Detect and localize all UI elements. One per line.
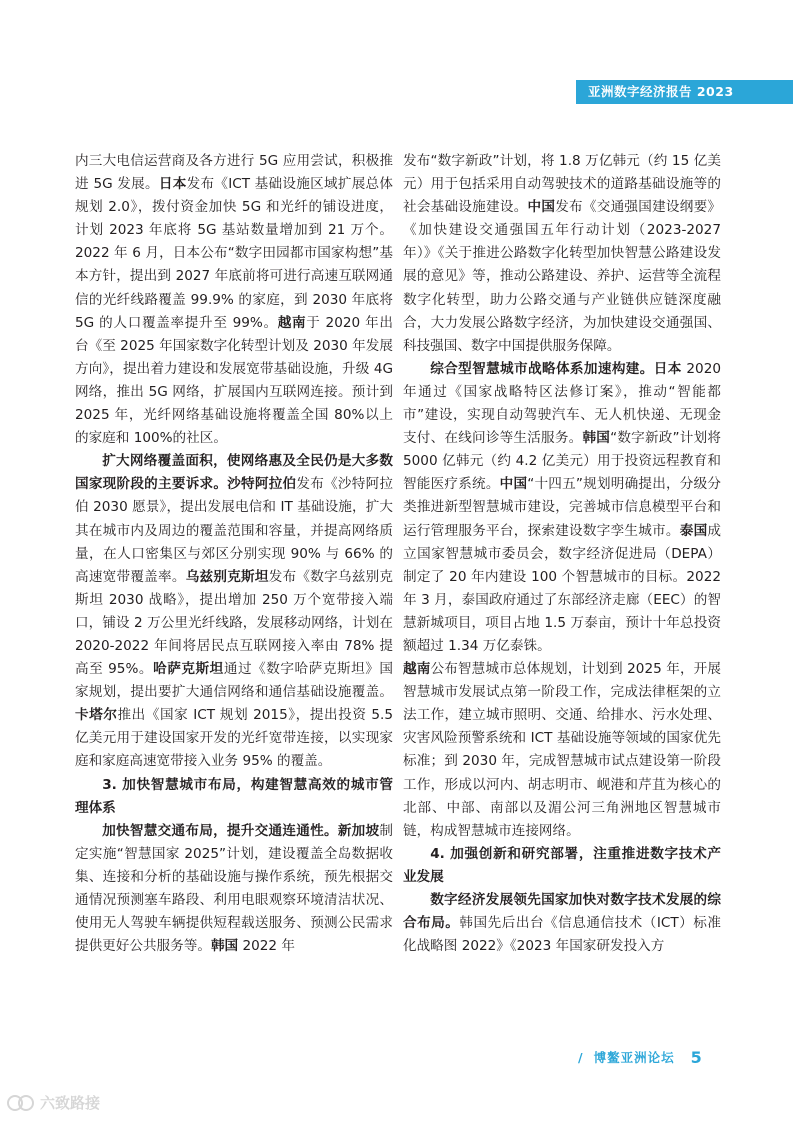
body-text: “数字新政”计划将 5000 亿韩元（约 4.2 亿美元）用于投资远程教育和智能医疗系统。 bbox=[403, 430, 722, 493]
watermark-text: 六致路接 bbox=[40, 1094, 101, 1112]
body-text: 内三大电信运营商及各方进行 5G 应用尝试，积极推进 5G 发展。 bbox=[75, 153, 393, 193]
emphasis-text: 日本 bbox=[158, 176, 187, 193]
emphasis-text: 韩国 bbox=[210, 938, 239, 955]
emphasis-text: 卡塔尔 bbox=[75, 707, 118, 724]
body-text: 发布《数字乌兹别克斯坦 2030 战略》，提出增加 250 万个宽带接入端口，铺设 2 万公里光纤线路，发展移动网络，计划在 2020-2022 年间将居民点互联网接入率由 78% 提高至 95%。 bbox=[75, 568, 394, 678]
body-text: 制定实施“智慧国家 2025”计划，建设覆盖全岛数据收集、连接和分析的基础设施与操作系统，预先根据交通情况预测塞车路段、利用电眼观察环境清洁状况、使用无人驾驶车辆提供短程载送服务、预测公民需求提供更好公共服务等。 bbox=[75, 822, 393, 955]
page-footer bbox=[578, 1046, 702, 1068]
watermark-logo-icon bbox=[6, 1094, 36, 1112]
left-column bbox=[75, 150, 393, 958]
emphasis-text: 加快智慧交通布局，提升交通连通性。新加坡 bbox=[102, 822, 380, 839]
body-text: 于 2020 年出台《至 2025 年国家数字化转型计划及 2030 年发展方向》，提出着力建设和发展宽带基础设施，升级 4G 网络，推出 5G 网络，扩展国内互联网连接。预计到 2025 年，光纤网络基础设施将覆盖全国 80%以上的家庭和 100%的社区。 bbox=[75, 314, 393, 447]
body-text: 发布《沙特阿拉伯 2030 愿景》，提出发展电信和 IT 基础设施，扩大其在城市内及周边的覆盖范围和容量，并提高网络质量，在人口密集区与郊区分别实现 90% 与 66% 的高速宽带覆盖率。 bbox=[75, 476, 394, 585]
emphasis-text: 越南 bbox=[403, 661, 431, 678]
emphasis-text: 数字经济发展领先国家加快对数字技术发展的综合布局。 bbox=[403, 892, 721, 932]
paragraph bbox=[75, 150, 393, 450]
body-text: 2020 年通过《国家战略特区法修订案》，推动“智能都市”建设，实现自动驾驶汽车、无人机快递、无现金支付、在线问诊等生活服务。 bbox=[403, 360, 721, 447]
emphasis-text: 扩大网络覆盖面积，使网络惠及全民仍是大多数国家现阶段的主要诉求。沙特阿拉伯 bbox=[75, 453, 393, 493]
paragraph bbox=[75, 820, 393, 959]
section-heading: 4. 加强创新和研究部署，注重推进数字技术产业发展 bbox=[403, 845, 721, 885]
body-text: 公布智慧城市总体规划，计划到 2025 年，开展智慧城市发展试点第一阶段工作，完成法律框架的立法工作，建立城市照明、交通、给排水、污水处理、灾害风险预警系统和 ICT 基础设施等领域的国家优先标准；到 2030 年，完成智慧城市试点建设第一阶段工作，形成以河内、胡志明市、岘港和芹苴为核心的北部、中部、南部以及湄公河三角洲地区智慧城市链，构成智慧城市连接网络。 bbox=[403, 661, 721, 839]
body-text: 韩国先后出台《信息通信技术（ICT）标准化战略图 2022》《2023 年国家研发投入方 bbox=[403, 915, 721, 955]
body-text: 2022 年 bbox=[238, 938, 295, 955]
body-text: 发布《ICT 基础设施区域扩展总体规划 2.0》，拨付资金加快 5G 和光纤的铺设进度，计划 2023 年底将 5G 基站数量增加到 21 万个。2022 年 6 月，日本公布“数字田园都市国家构想”基本方针，提出到 2027 年底前将可进行高速互联网通信的光纤线路覆盖 99.9% 的家庭，到 2030 年底将 5G 的人口覆盖率提升至 99%。 bbox=[75, 176, 394, 331]
right-column bbox=[403, 150, 721, 958]
watermark bbox=[6, 1092, 100, 1113]
emphasis-text: 中国 bbox=[527, 199, 556, 216]
body-text: 发布“数字新政”计划，将 1.8 万亿韩元（约 15 亿美元）用于包括采用自动驾驶技术的道路基础设施等的社会基础设施建设。 bbox=[403, 153, 721, 216]
paragraph bbox=[403, 889, 721, 958]
page-number: 5 bbox=[690, 1047, 702, 1067]
body-text: 推出《国家 ICT 规划 2015》，提出投资 5.5 亿美元用于建设国家开发的光纤宽带连接，以实现家庭和家庭高速宽带接入业务 95% 的覆盖。 bbox=[75, 707, 393, 770]
section-heading: 3. 加快智慧城市布局，构建智慧高效的城市管理体系 bbox=[75, 776, 393, 816]
emphasis-text: 韩国 bbox=[582, 430, 611, 447]
emphasis-text: 哈萨克斯坦 bbox=[153, 661, 224, 678]
body-text: 通过《数字哈萨克斯坦》国家规划，提出要扩大通信网络和通信基础设施覆盖。 bbox=[75, 661, 394, 701]
paragraph bbox=[403, 658, 721, 843]
emphasis-text: 乌兹别克斯坦 bbox=[185, 568, 269, 585]
footer-forum-name: 博鳌亚洲论坛 bbox=[593, 1050, 675, 1065]
footer-slash: / bbox=[578, 1049, 584, 1065]
paragraph bbox=[403, 150, 721, 358]
emphasis-text: 综合型智慧城市战略体系加速构建。日本 bbox=[430, 360, 682, 377]
paragraph bbox=[403, 358, 721, 658]
emphasis-text: 泰国 bbox=[679, 522, 708, 539]
header-report-title: 亚洲数字经济报告 2023 bbox=[576, 80, 793, 104]
body-text: “十四五”规划明确提出，分级分类推进新型智慧城市建设，完善城市信息模型平台和运行管理服务平台，探索建设数字孪生城市。 bbox=[403, 476, 722, 539]
emphasis-text: 中国 bbox=[499, 476, 528, 493]
body-text: 成立国家智慧城市委员会，数字经济促进局（DEPA）制定了 20 年内建设 100 个智慧城市的目标。2022 年 3 月，泰国政府通过了东部经济走廊（EEC）的智慧新城项目，项目占地 1.5 万泰亩，预计十年总投资额超过 1.34 万亿泰铢。 bbox=[403, 522, 722, 654]
body-text: 发布《交通强国建设纲要》《加快建设交通强国五年行动计划（2023-2027 年）》《关于推进公路数字化转型加快智慧公路建设发展的意见》等，推动公路建设、养护、运营等全流程数字化转型，助力公路交通与产业链供应链深度融合，大力发展公路数字经济，为加快建设交通强国、科技强国、数字中国提供服务保障。 bbox=[403, 199, 722, 354]
emphasis-text: 越南 bbox=[277, 314, 307, 331]
paragraph bbox=[75, 450, 393, 773]
